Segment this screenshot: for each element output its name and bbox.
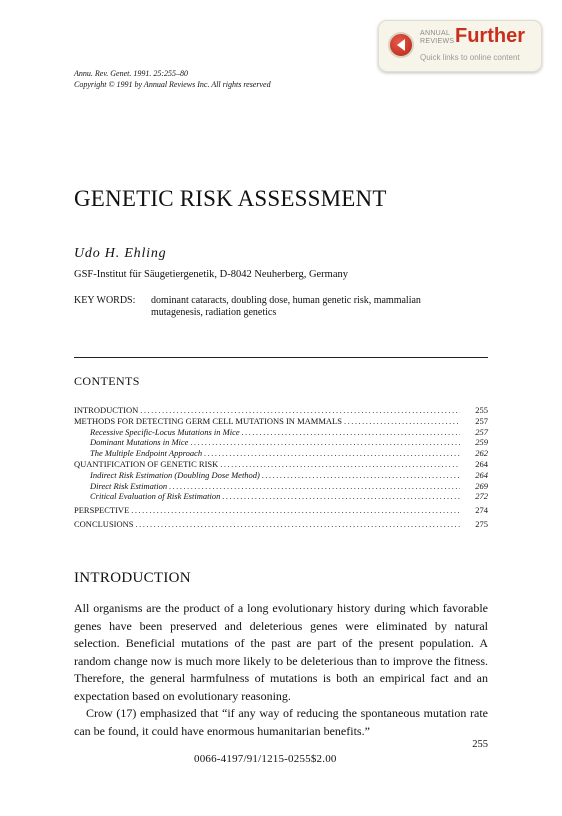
annual-reviews-label: ANNUAL REVIEWS [420, 30, 455, 45]
author-affiliation: GSF-Institut für Säugetiergenetik, D-8042 Neuherberg, Germany [74, 269, 349, 280]
toc-entry-title: CONCLUSIONS [74, 518, 134, 529]
body-paragraph: All organisms are the product of a long evolutionary history during which favorable genes have been preserved and deleterious genes were eliminated by natural selection. Beneficial mutations of the past are part of the present population. A random change now is much more likely to be deleterious than to improve the fitness. Therefore, the general harmfulness of mutations is both an empirical fact and an expectation based on evolutionary reasoning. [74, 601, 488, 703]
toc-entry-page: 269 [475, 480, 488, 491]
toc-entry-title: QUANTIFICATION OF GENETIC RISK [74, 458, 219, 469]
toc-leader-dots [131, 505, 460, 516]
toc-entry-title: INTRODUCTION [74, 405, 139, 415]
toc-entry-page: 255 [475, 405, 488, 415]
toc-entry[interactable] [74, 427, 488, 438]
toc-entry-page: 274 [475, 505, 488, 516]
footer-code: 0066-4197/91/1215-0255$2.00 [194, 753, 337, 765]
toc-leader-dots [136, 519, 460, 530]
toc-entry[interactable] [74, 405, 488, 416]
toc-leader-dots [344, 416, 460, 427]
toc-entry[interactable] [74, 491, 488, 502]
toc-entry[interactable] [74, 448, 488, 459]
copyright-line: Copyright © 1991 by Annual Reviews Inc. All rights reserved [74, 80, 271, 89]
article-title: GENETIC RISK ASSESSMENT [74, 186, 387, 211]
play-icon [388, 32, 414, 58]
toc-entry-page: 264 [475, 458, 488, 469]
toc-entry-page: 257 [475, 415, 488, 426]
toc-entry-title: Recessive Specific-Locus Mutations in Mice [90, 426, 240, 437]
toc-leader-dots [190, 437, 460, 448]
body-paragraph: Crow (17) emphasized that “if any way of reducing the spontaneous mutation rate can be found, it could have enormous humanitarian benefits.” [74, 706, 488, 738]
toc-entry-title: The Multiple Endpoint Approach [90, 448, 203, 459]
toc-leader-dots [169, 481, 460, 492]
page-number: 255 [472, 739, 488, 750]
toc-leader-dots [242, 427, 460, 438]
toc-entry-page: 272 [475, 491, 488, 502]
toc-leader-dots [262, 470, 460, 481]
toc-entry-page: 275 [475, 518, 488, 529]
toc-entry[interactable] [74, 459, 488, 470]
toc-entry-title: PERSPECTIVE [74, 505, 130, 516]
introduction-body [74, 600, 488, 740]
toc-entry-title: Direct Risk Estimation [90, 480, 168, 491]
introduction-heading: INTRODUCTION [74, 570, 191, 586]
contents-heading: CONTENTS [74, 374, 140, 388]
further-label: Further [455, 25, 525, 47]
further-tagline: Quick links to online content [420, 53, 520, 62]
toc-leader-dots [220, 459, 460, 470]
toc-leader-dots [222, 491, 460, 502]
table-of-contents [74, 405, 488, 530]
further-badge[interactable] [378, 20, 542, 72]
toc-entry-page: 262 [475, 448, 488, 459]
keywords-label: KEY WORDS: [74, 295, 136, 306]
journal-citation: Annu. Rev. Genet. 1991. 25:255–80 [74, 69, 189, 78]
toc-leader-dots [140, 405, 460, 416]
toc-entry[interactable] [74, 437, 488, 448]
toc-entry-page: 259 [475, 437, 488, 448]
author-name: Udo H. Ehling [74, 246, 167, 261]
toc-leader-dots [204, 448, 460, 459]
toc-entry-page: 257 [475, 426, 488, 437]
toc-entry[interactable] [74, 416, 488, 427]
toc-entry-title: METHODS FOR DETECTING GERM CELL MUTATIONS IN MAMMALS [74, 415, 342, 426]
toc-entry[interactable] [74, 470, 488, 481]
toc-entry[interactable] [74, 519, 488, 530]
toc-entry[interactable] [74, 505, 488, 516]
toc-entry-title: Indirect Risk Estimation (Doubling Dose Method) [90, 469, 260, 480]
keywords-text: dominant cataracts, doubling dose, human genetic risk, mammalian mutagenesis, radiation genetics [151, 295, 421, 318]
toc-entry[interactable] [74, 481, 488, 492]
toc-entry-title: Critical Evaluation of Risk Estimation [90, 491, 221, 502]
section-divider [74, 357, 488, 358]
toc-entry-page: 264 [475, 469, 488, 480]
toc-entry-title: Dominant Mutations in Mice [90, 437, 189, 448]
